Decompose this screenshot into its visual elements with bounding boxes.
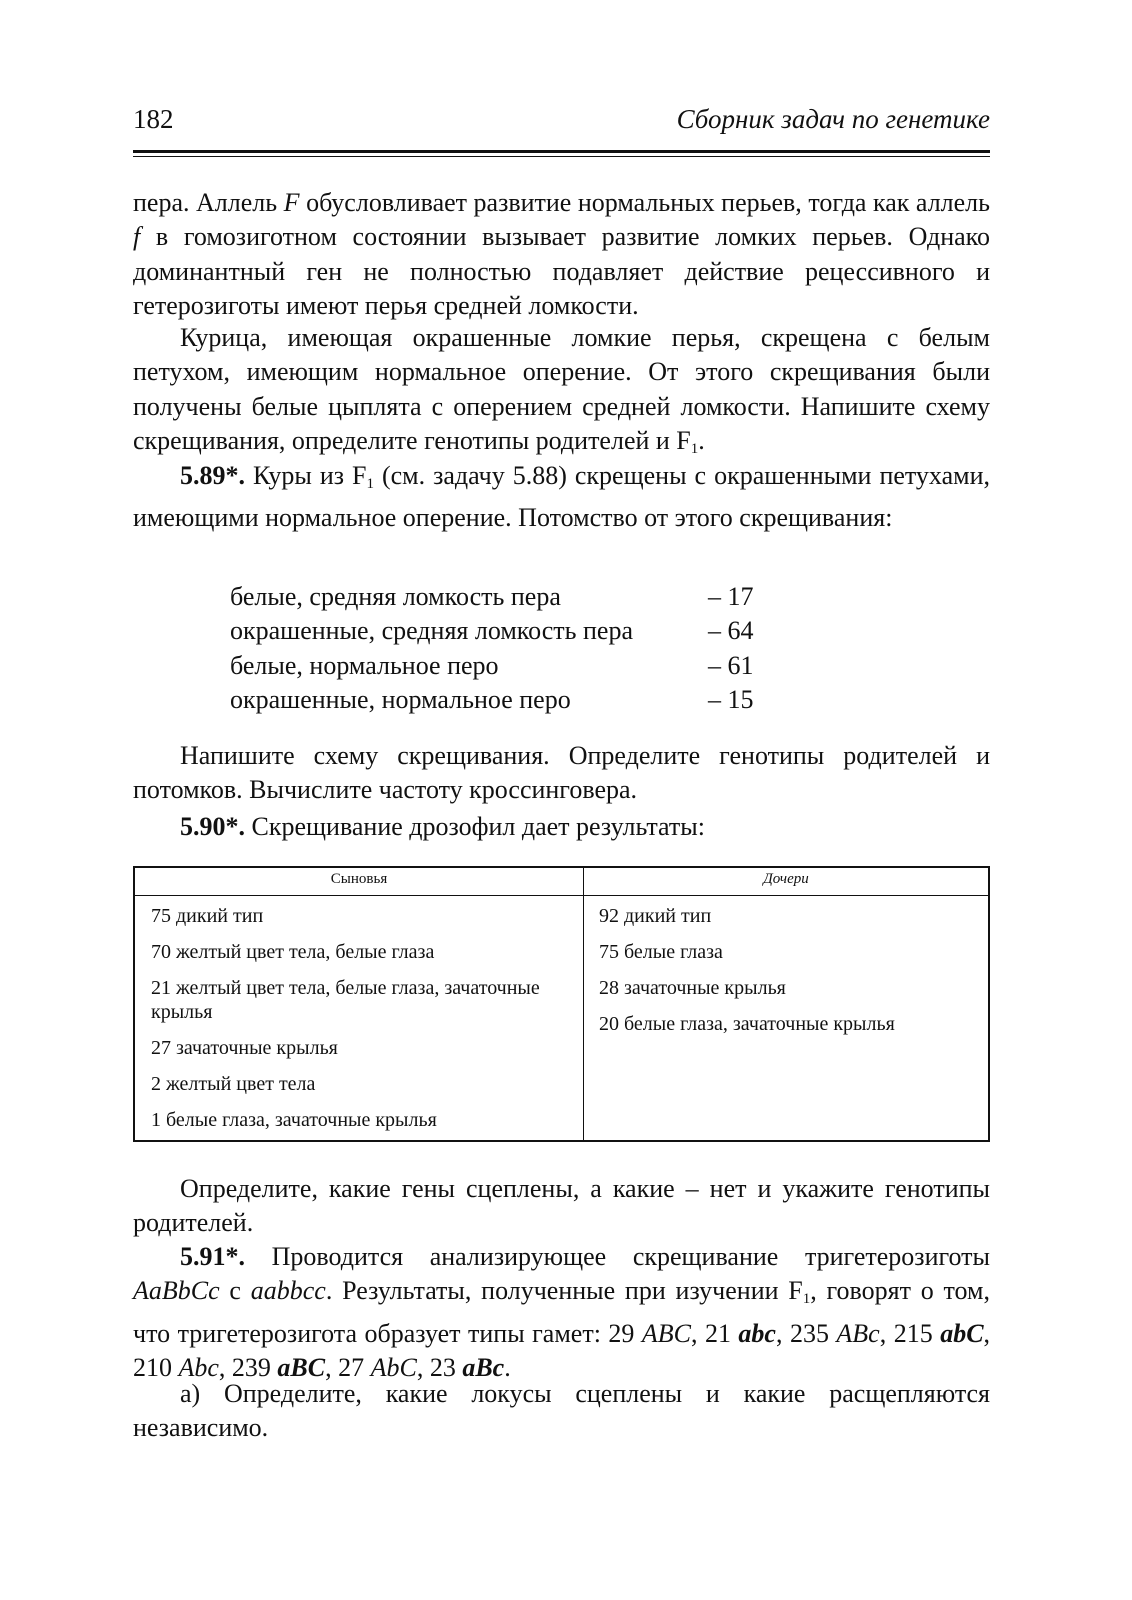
text-run: Курица, имеющая окрашенные ломкие перья, скрещена с белым петухом, имеющим нормальное оперение. От этого скрещивания были получены белые цыплята с оперением средней ломкости. Напишите схему скрещивания, определите генотипы родителей и F (133, 323, 990, 455)
table-cell: 92 дикий тип (599, 905, 712, 927)
gamete-type: aBC (277, 1352, 326, 1382)
text-run: , говорят о том, что тригетерозигота образует типы гамет: 29 (133, 1276, 990, 1348)
result-value: – 61 (708, 650, 754, 680)
result-value: – 17 (708, 582, 754, 611)
gamete-type: Abc (178, 1352, 219, 1382)
problem-number: 5.89*. (180, 461, 245, 490)
table-cell: 1 белые глаза, зачаточные крылья (151, 1109, 437, 1131)
result-label: окрашенные, средняя ломкость пера (230, 616, 634, 646)
header-rule-thick (133, 150, 990, 153)
table-cell: 28 зачаточные крылья (599, 977, 786, 999)
paragraph-allele-description (133, 186, 990, 323)
paragraph-hen-cross (133, 321, 990, 466)
column-divider (583, 868, 584, 1140)
subtask-a: а) Определите, какие локусы сцеплены и какие расщепляются независимо. (133, 1379, 990, 1443)
drosophila-results-table (133, 866, 990, 1142)
column-header-sons: Сыновья (330, 871, 388, 887)
text-run: (см. задачу 5.88) скрещены с окрашенными петухами, имеющими нормальное оперение. Потомство от этого скрещивания: (133, 461, 990, 533)
problem-5-89 (133, 459, 990, 536)
genotype: AaBbCc (133, 1276, 220, 1306)
problem-number: 5.91*. (180, 1242, 245, 1271)
genotype: aabbcc (250, 1276, 326, 1306)
text-run: , 215 (879, 1318, 941, 1348)
text-run: , 23 (416, 1352, 463, 1382)
column-header-daughters: Дочери (763, 871, 809, 887)
problem-5-90 (133, 810, 990, 844)
paragraph-task-589: Напишите схему скрещивания. Определите генотипы родителей и потомков. Вычислите частоту кроссинговера. (133, 741, 990, 805)
text-run: , 235 (775, 1318, 837, 1348)
table-cell: 70 желтый цвет тела, белые глаза (151, 941, 435, 963)
problem-5-91 (133, 1240, 990, 1385)
text-run: Куры из F (245, 461, 367, 490)
problem-number: 5.90*. (180, 812, 245, 841)
subscript: 1 (366, 476, 374, 492)
text-run: . Результаты, полученные при изучении F (325, 1276, 803, 1306)
text-run: , 210 (133, 1318, 991, 1382)
text-run: в гомозиготном состоянии вызывает развитие ломких перьев. Однако доминантный ген не полностью подавляет действие рецессивного и гетерозиготы имеют перья средней ломкости. (133, 222, 990, 320)
gamete-type: abC (940, 1318, 984, 1348)
text-run: . (698, 425, 705, 455)
text-run: , 27 (325, 1352, 371, 1382)
table-cell: 2 желтый цвет тела (151, 1073, 316, 1095)
running-title: Сборник задач по генетике (676, 104, 990, 134)
table-cell: 75 дикий тип (151, 905, 264, 927)
table-cell: 75 белые глаза (599, 941, 723, 963)
result-label: белые, нормальное перо (230, 650, 499, 680)
text-run: , 21 (690, 1318, 739, 1348)
text-run: Скрещивание дрозофил дает результаты: (245, 812, 705, 841)
header-rule-thin (133, 156, 990, 157)
list-item (230, 683, 790, 717)
table-cell: 20 белые глаза, зачаточные крылья (599, 1013, 895, 1035)
result-value: – 15 (708, 684, 754, 714)
header-divider (135, 895, 988, 896)
text-run: с (219, 1276, 251, 1306)
result-label: окрашенные, нормальное перо (230, 684, 571, 714)
list-item (230, 614, 790, 648)
gamete-type: AbC (370, 1352, 417, 1382)
text-run: , 239 (218, 1352, 278, 1382)
subscript: 1 (690, 440, 699, 457)
table-cell: 27 зачаточные крылья (151, 1037, 338, 1059)
list-item (230, 580, 790, 614)
page-number: 182 (133, 104, 174, 134)
gamete-type: aBc (462, 1352, 505, 1382)
text-run: обусловливает развитие нормальных перьев, тогда как аллель (306, 188, 991, 217)
result-label: белые, средняя ломкость пера (230, 582, 561, 611)
text-run: Проводится анализирующее скрещивание тригетерозиготы (245, 1242, 990, 1271)
daughters-column (599, 904, 979, 1048)
page-header (133, 104, 990, 144)
paragraph-task-590: Определите, какие гены сцеплены, а какие – нет и укажите генотипы родителей. (133, 1174, 990, 1238)
list-item (230, 649, 790, 683)
sons-column (151, 904, 566, 1144)
text-run: пера. Аллель (133, 188, 284, 217)
offspring-results-list (230, 580, 790, 717)
result-value: – 64 (708, 616, 754, 646)
gamete-type: abc (738, 1318, 776, 1348)
allele-symbol: F (283, 188, 300, 217)
allele-symbol: f (133, 222, 141, 252)
gamete-type: ABC (641, 1318, 691, 1348)
gamete-type: ABc (836, 1318, 880, 1348)
subscript: 1 (802, 1291, 811, 1308)
text-run: . (504, 1352, 511, 1382)
table-cell: 21 желтый цвет тела, белые глаза, зачаточные крылья (151, 977, 540, 1023)
